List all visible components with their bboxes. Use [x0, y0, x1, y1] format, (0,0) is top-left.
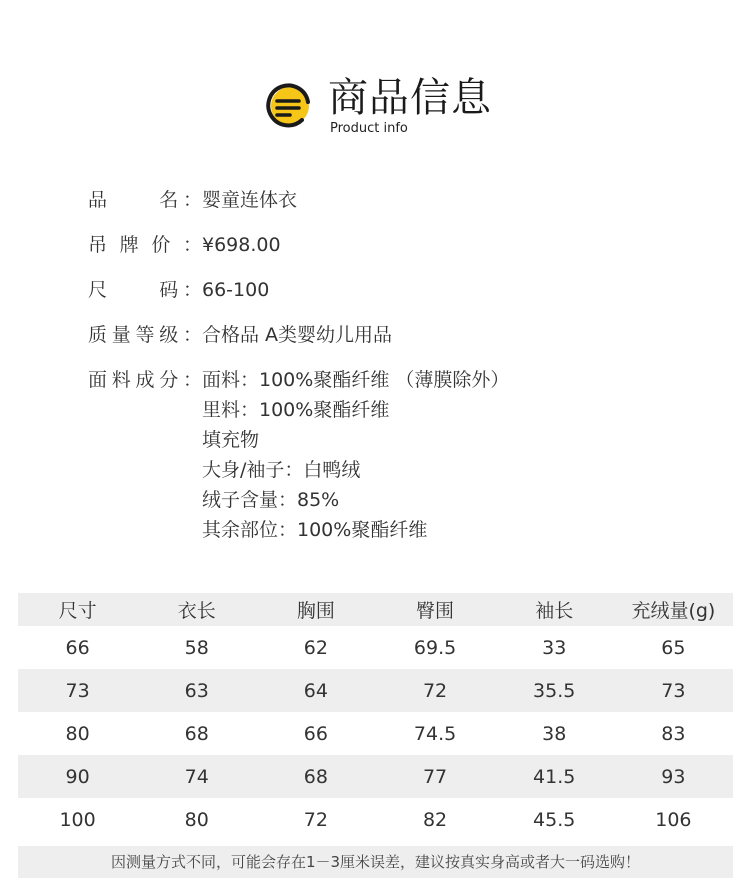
table-header-cell: 臀围 — [375, 593, 494, 626]
info-value-composition — [202, 365, 728, 545]
table-cell: 68 — [184, 722, 209, 745]
table-cell: 73 — [614, 669, 733, 712]
composition-line: 其余部位：100%聚酯纤维 — [202, 519, 428, 541]
table-cell: 77 — [375, 755, 494, 798]
product-info-list — [88, 185, 728, 560]
info-value-name: 婴童连体衣 — [202, 189, 298, 211]
table-row — [18, 755, 733, 798]
menu-list-icon — [264, 82, 314, 132]
composition-line: 里料：100%聚酯纤维 — [202, 399, 390, 421]
table-cell: 100 — [59, 808, 96, 831]
header — [0, 0, 750, 150]
info-value-price: ¥698.00 — [202, 234, 281, 256]
composition-line: 填充物 — [202, 429, 260, 451]
table-cell: 64 — [256, 669, 375, 712]
table-cell: 69.5 — [413, 636, 457, 659]
table-header-cell: 充绒量(g) — [614, 593, 733, 626]
info-label-price: 吊牌价： — [88, 234, 202, 256]
table-cell: 93 — [614, 755, 733, 798]
table-cell: 90 — [18, 755, 137, 798]
table-row — [18, 669, 733, 712]
table-cell: 80 — [184, 808, 209, 831]
measurement-note: 因测量方式不同，可能会存在1－3厘米误差，建议按真实身高或者大一码选购！ — [18, 846, 733, 878]
info-label-name: 品 名： — [88, 189, 202, 211]
page-title: 商品信息 — [328, 75, 492, 121]
table-cell: 80 — [65, 722, 90, 745]
info-value-size: 66-100 — [202, 279, 270, 301]
table-cell: 66 — [303, 722, 328, 745]
table-cell: 63 — [137, 669, 256, 712]
table-row — [18, 798, 733, 841]
table-cell: 82 — [422, 808, 448, 831]
info-row-size — [88, 275, 728, 305]
size-table — [18, 593, 733, 841]
info-value-grade: 合格品 A类婴幼儿用品 — [202, 324, 393, 346]
table-cell: 66 — [65, 636, 90, 659]
table-cell: 35.5 — [495, 669, 614, 712]
info-label-composition: 面料成分： — [88, 369, 202, 391]
page-subtitle: Product info — [330, 121, 408, 136]
table-cell: 33 — [542, 636, 567, 659]
info-row-composition — [88, 365, 728, 545]
composition-line: 大身/袖子：白鸭绒 — [202, 459, 361, 481]
table-cell: 74 — [137, 755, 256, 798]
table-cell: 45.5 — [533, 808, 576, 831]
table-cell: 38 — [542, 722, 567, 745]
table-header-cell: 袖长 — [495, 593, 614, 626]
table-header-cell: 胸围 — [256, 593, 375, 626]
table-cell: 73 — [18, 669, 137, 712]
info-row-grade — [88, 320, 728, 350]
table-cell: 72 — [375, 669, 494, 712]
info-row-name — [88, 185, 728, 215]
table-cell: 68 — [256, 755, 375, 798]
table-cell: 65 — [661, 636, 686, 659]
table-cell: 62 — [303, 636, 328, 659]
table-cell: 72 — [303, 808, 328, 831]
info-label-grade: 质量等级： — [88, 324, 202, 346]
table-cell: 83 — [661, 722, 686, 745]
composition-line: 面料：100%聚酯纤维 （薄膜除外） — [202, 369, 510, 391]
table-header-cell: 衣长 — [137, 593, 256, 626]
table-cell: 41.5 — [495, 755, 614, 798]
table-cell: 58 — [184, 636, 209, 659]
table-row — [18, 712, 733, 755]
table-cell: 74.5 — [413, 722, 457, 745]
table-cell: 106 — [655, 808, 692, 831]
info-row-price — [88, 230, 728, 260]
composition-line: 绒子含量：85% — [202, 489, 340, 511]
table-row — [18, 626, 733, 669]
table-header-cell: 尺寸 — [18, 593, 137, 626]
info-label-size: 尺 码： — [88, 279, 202, 301]
table-header-row — [18, 593, 733, 626]
